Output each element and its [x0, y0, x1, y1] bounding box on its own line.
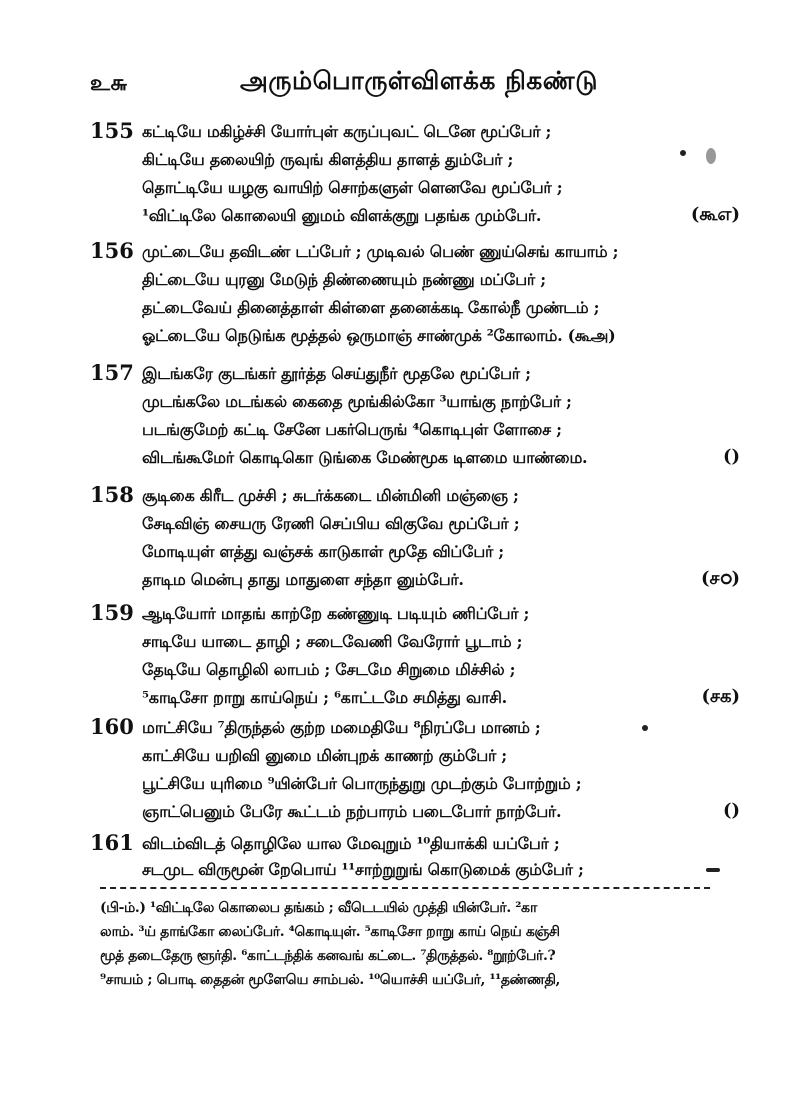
- verse-line: படங்குமேற் கட்டி சேனே பகர்பெருங் ⁴கொடிபுள் ளோசை ;: [142, 420, 562, 439]
- verse-line: ஞாட்பெனும் பேரே கூட்டம் நற்பாரம் படைபோர் நாற்பேர்.: [142, 802, 562, 821]
- scan-speck: [680, 150, 686, 156]
- scan-speck: [706, 148, 716, 164]
- verse-number: 157: [90, 360, 134, 385]
- verse-line: காட்சியே யறிவி னுமை மின்புறக் காணற் கும்பேர் ;: [142, 746, 507, 765]
- verse-line: தட்டைவேய் தினைத்தாள் கிள்ளை தனைக்கடி கோல்நீ முண்டம் ;: [142, 298, 600, 317]
- verse-line: சேடிவிஞ் சையரு ரேணி செப்பிய விகுவே மூப்பேர் ;: [142, 514, 520, 533]
- verse-number: 161: [90, 830, 134, 855]
- page-header: [90, 64, 710, 104]
- scan-speck: [642, 725, 648, 731]
- verse-158: [90, 482, 750, 592]
- footnote-line: (பி-ம்.) ¹விட்டிலே கொலைப தங்கம் ; வீடெடயில் முத்தி யின்பேர். ²கா: [100, 900, 537, 916]
- verse-161: [90, 830, 750, 886]
- verse-157: [90, 360, 750, 470]
- verse-number: 155: [90, 118, 134, 143]
- verse-number: 158: [90, 482, 134, 507]
- verse-160: [90, 714, 750, 824]
- verse-number: 160: [90, 714, 134, 739]
- verse-number: 159: [90, 600, 134, 625]
- verse-line: சடமுட விருமூன் றேபொய் ¹¹சாற்றுறுங் கொடுமைக் கும்பேர் ;: [142, 860, 584, 879]
- running-title: அரும்பொருள்விளக்க நிகண்டு: [240, 66, 598, 95]
- verse-marker: (): [722, 800, 740, 821]
- verse-line: இடங்கரே குடங்கர் தூர்த்த செய்துநீர் மூதலே மூப்பேர் ;: [142, 364, 531, 383]
- verse-line: தாடிம மென்பு தாது மாதுளை சந்தா னும்பேர்.: [142, 570, 464, 589]
- verse-line: கிட்டியே தலையிற் ருவுங் கிளத்திய தாளத் தும்பேர் ;: [142, 150, 514, 169]
- verse-line: விடம்விடத் தொழிலே யால மேவுறும் ¹⁰தியாக்கி யப்பேர் ;: [142, 834, 560, 853]
- verse-line: சாடியே யாடை தாழி ; சடைவேணி வேரோர் பூடாம் ;: [142, 632, 523, 651]
- page-number: உ௬: [90, 70, 128, 96]
- verse-line: ⁵காடிசோ றாறு காய்நெய் ; ⁶காட்டமே சமித்து வாசி.: [142, 688, 507, 707]
- footnote-line: ⁹சாயம் ; பொடி தைதன் மூளேயெ சாம்பல். ¹⁰யொச்சி யப்பேர், ¹¹தண்ணதி,: [100, 972, 561, 988]
- verse-156: [90, 238, 750, 348]
- footnote-line: மூத் தடைதேரு ளூர்தி. ⁶காட்டந்திக் கனவங் கட்டை. ⁷திருத்தல். ⁸றூற்பேர்.?: [100, 948, 556, 964]
- verse-line: விடங்கூமேர் கொடிகொ டுங்கை மேண்மூக டிளமை யாண்மை.: [142, 448, 588, 467]
- footnote-divider: [100, 887, 710, 889]
- scan-speck: [706, 868, 720, 872]
- verse-line: தொட்டியே யழகு வாயிற் சொற்களுள் ளெனவே மூப்பேர் ;: [142, 178, 563, 197]
- verse-line: தேடியே தொழிலி லாபம் ; சேடமே சிறுமை மிச்சில் ;: [142, 660, 516, 679]
- verse-line: சூடிகை கிரீட முச்சி ; சுடர்க்கடை மின்மினி மஞ்ஞை ;: [142, 486, 519, 505]
- verse-line: ¹விட்டிலே கொலையி னுமம் விளக்குறு பதங்க மும்பேர்.: [142, 206, 542, 225]
- verse-159: [90, 600, 750, 710]
- verse-marker: (சக): [701, 686, 740, 707]
- footnote-line: லாம். ³ய் தாங்கோ லைப்பேர். ⁴கொடியுள். ⁵காடிசோ றாறு காய் நெய் கஞ்சி: [100, 924, 560, 940]
- verse-line: முடங்கலே மடங்கல் கைதை மூங்கில்கோ ³யாங்கு நாற்பேர் ;: [142, 392, 572, 411]
- verse-line: மாட்சியே ⁷திருந்தல் குற்ற மமைதியே ⁸நிரப்பே மானம் ;: [142, 718, 541, 737]
- verse-line: ஆடியோர் மாதங் காற்றே கண்ணுடி படியும் ணிப்பேர் ;: [142, 604, 530, 623]
- verse-marker: (கூஎ): [690, 204, 740, 225]
- verse-line: ஓட்டையே நெடுங்க மூத்தல் ஒருமாஞ் சாண்முக் ²கோலாம். (கூஅ): [142, 326, 616, 345]
- verse-line: கட்டியே மகிழ்ச்சி யோர்புள் கருப்புவட் டெனே மூப்பேர் ;: [142, 122, 552, 141]
- verse-marker: (): [722, 446, 740, 467]
- verse-155: [90, 118, 750, 228]
- verse-number: 156: [90, 238, 134, 263]
- verse-line: முட்டையே தவிடண் டப்பேர் ; முடிவல் பெண் ணுய்செங் காயாம் ;: [142, 242, 619, 261]
- verse-line: பூட்சியே யுரிமை ⁹யின்பேர் பொருந்துறு முடற்கும் போற்றும் ;: [142, 774, 582, 793]
- verse-line: மோடியுள் ளத்து வஞ்சக் காடுகாள் மூதே விப்பேர் ;: [142, 542, 504, 561]
- verse-line: திட்டையே யுரனு மேடுந் திண்ணையும் நண்ணு மப்பேர் ;: [142, 270, 546, 289]
- verse-marker: (சഠ): [701, 568, 740, 589]
